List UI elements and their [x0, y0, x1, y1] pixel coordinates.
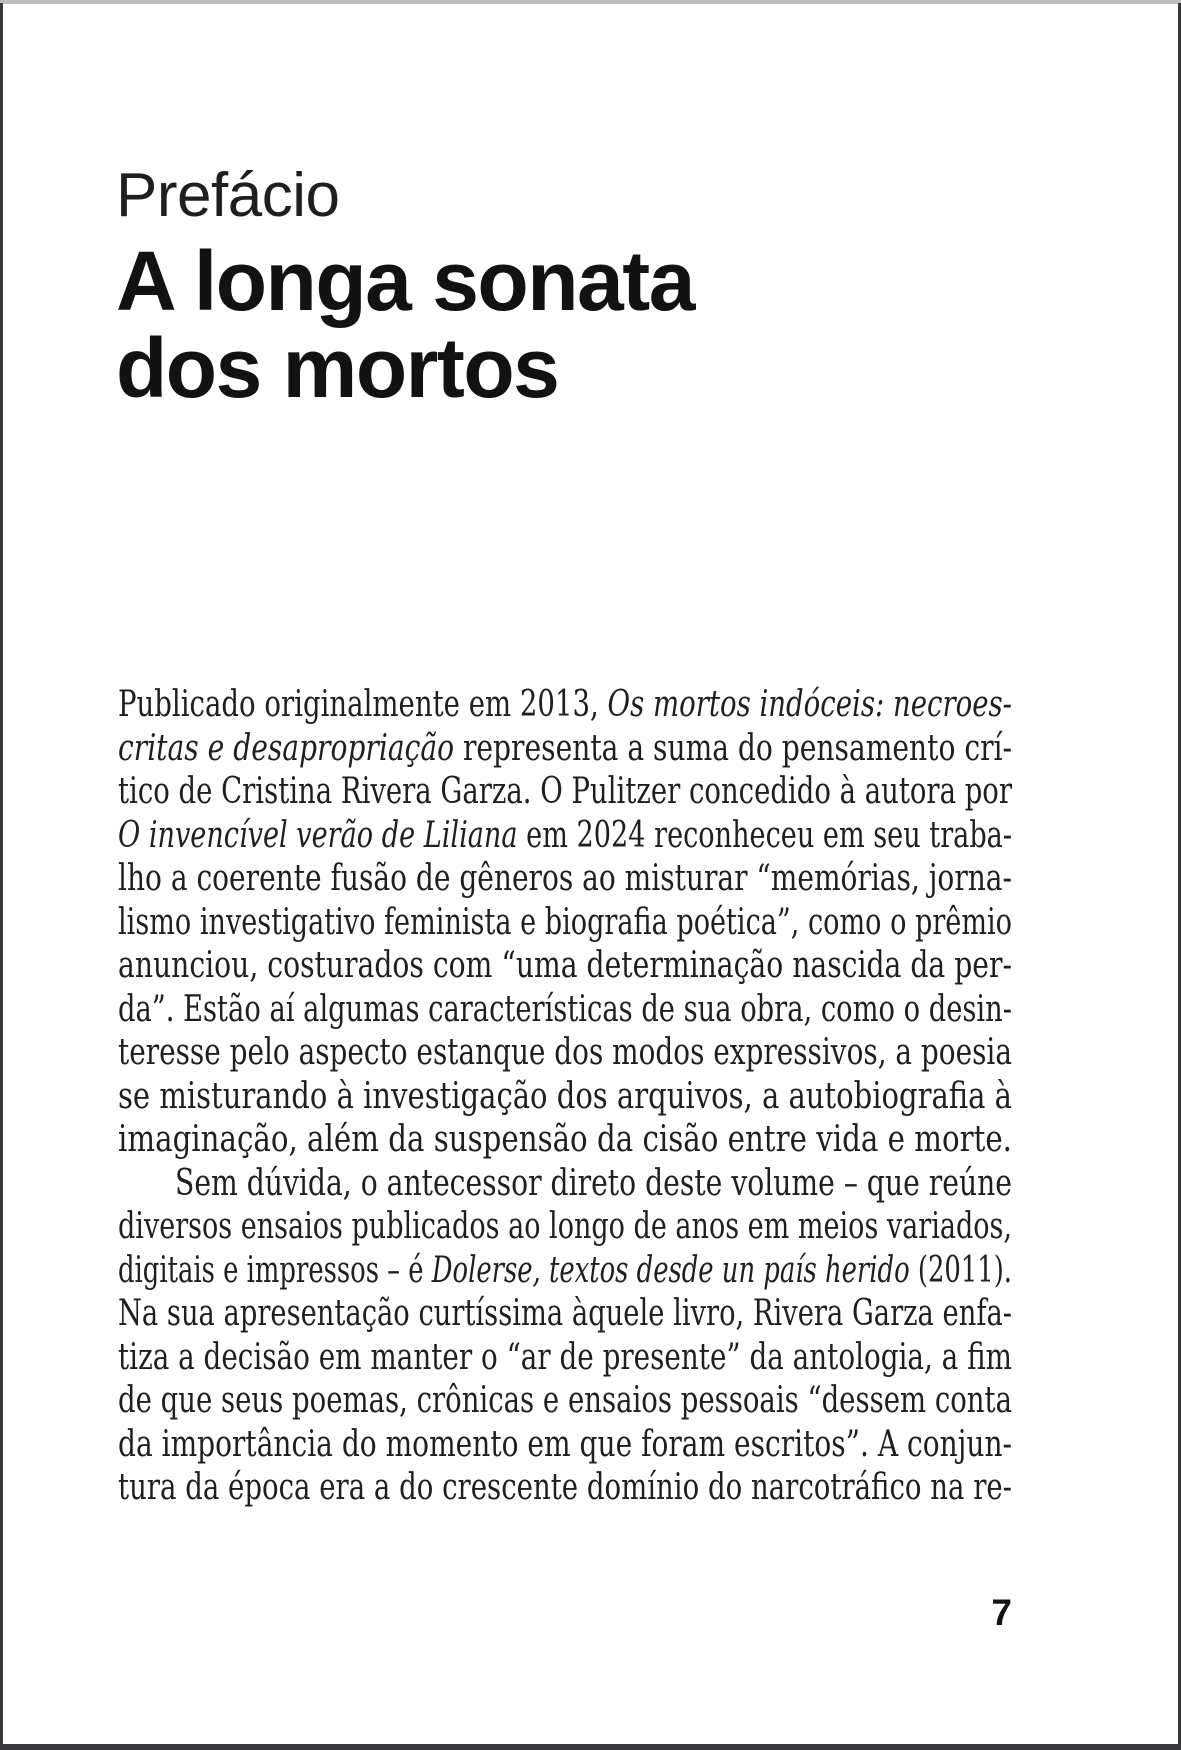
chapter-heading [116, 161, 694, 415]
body-line [118, 1423, 1012, 1467]
body-text [118, 683, 1012, 1510]
body-segment-italic: critas e desapropriação [118, 727, 455, 769]
body-segment: lismo investigativo feminista e biografia poética”, como o prêmio [118, 901, 1012, 943]
body-segment: tiza a decisão em manter o “ar de presente” da antologia, a fim [118, 1336, 1012, 1378]
body-segment: da importância do momento em que foram escritos”. A conjun- [118, 1423, 1012, 1465]
body-line [118, 727, 1012, 771]
body-segment: Na sua apresentação curtíssima àquele livro, Rivera Garza enfa- [118, 1293, 1012, 1334]
body-line [118, 857, 1012, 901]
body-segment: Publicado originalmente em 2013, [118, 684, 608, 725]
body-segment: tura da época era a do crescente domínio do narcotráfico na re- [118, 1467, 1012, 1508]
body-segment: se misturando à investigação dos arquivos, a autobiografia à [118, 1075, 1012, 1117]
body-segment: diversos ensaios publicados ao longo de anos em meios variados, [118, 1206, 1012, 1247]
page-frame-left [0, 3, 3, 1750]
page-frame-top [0, 0, 1181, 4]
body-segment: digitais e impressos – é [118, 1249, 432, 1291]
body-segment: teresse pelo aspecto estanque dos modos expressivos, a poesia [118, 1032, 1012, 1073]
chapter-kicker: Prefácio [116, 161, 340, 230]
page-frame-bottom [0, 1744, 1181, 1750]
body-line [118, 901, 1012, 945]
body-line [118, 944, 1012, 988]
body-segment-italic: Os mortos indóceis: necroes- [607, 684, 1012, 725]
body-line [118, 770, 1012, 814]
body-line [118, 1466, 1012, 1510]
body-segment: em 2024 reconheceu em seu traba- [517, 814, 1012, 856]
body-segment: imaginação, além da suspensão da cisão entre vida e morte. [118, 1119, 1012, 1160]
body-line [118, 1075, 1012, 1119]
chapter-title [116, 234, 694, 415]
body-line [118, 1336, 1012, 1380]
body-line [118, 1205, 1012, 1249]
body-segment: lho a coerente fusão de gêneros ao misturar “memórias, jorna- [118, 858, 1012, 899]
body-segment: (2011). [909, 1249, 1012, 1291]
chapter-title-line-2: dos mortos [116, 321, 559, 415]
body-line [118, 988, 1012, 1032]
body-line [118, 1118, 1012, 1162]
page-number: 7 [991, 1592, 1012, 1633]
body-segment: Sem dúvida, o antecessor direto deste volume – que reúne [175, 1162, 1012, 1204]
body-segment-italic: Dolerse, textos desde un país herido [431, 1249, 910, 1291]
body-segment: representa a suma do pensamento crí- [454, 727, 1012, 769]
body-segment: anunciou, costurados com “uma determinação nascida da per- [118, 945, 1012, 986]
body-line [118, 1379, 1012, 1423]
body-segment: tico de Cristina Rivera Garza. O Pulitzer concedido à autora por [118, 771, 1012, 812]
chapter-title-line-1: A longa sonata [116, 234, 694, 328]
body-line [118, 1162, 1012, 1206]
body-line [118, 1292, 1012, 1336]
body-line [118, 1031, 1012, 1075]
body-segment: da”. Estão aí algumas características de sua obra, como o desin- [118, 988, 1013, 1030]
body-line [118, 814, 1012, 858]
body-line [118, 1249, 1012, 1293]
body-segment-italic: O invencível verão de Liliana [118, 814, 518, 856]
body-line [118, 683, 1012, 727]
body-segment: de que seus poemas, crônicas e ensaios pessoais “dessem conta [118, 1380, 1012, 1421]
